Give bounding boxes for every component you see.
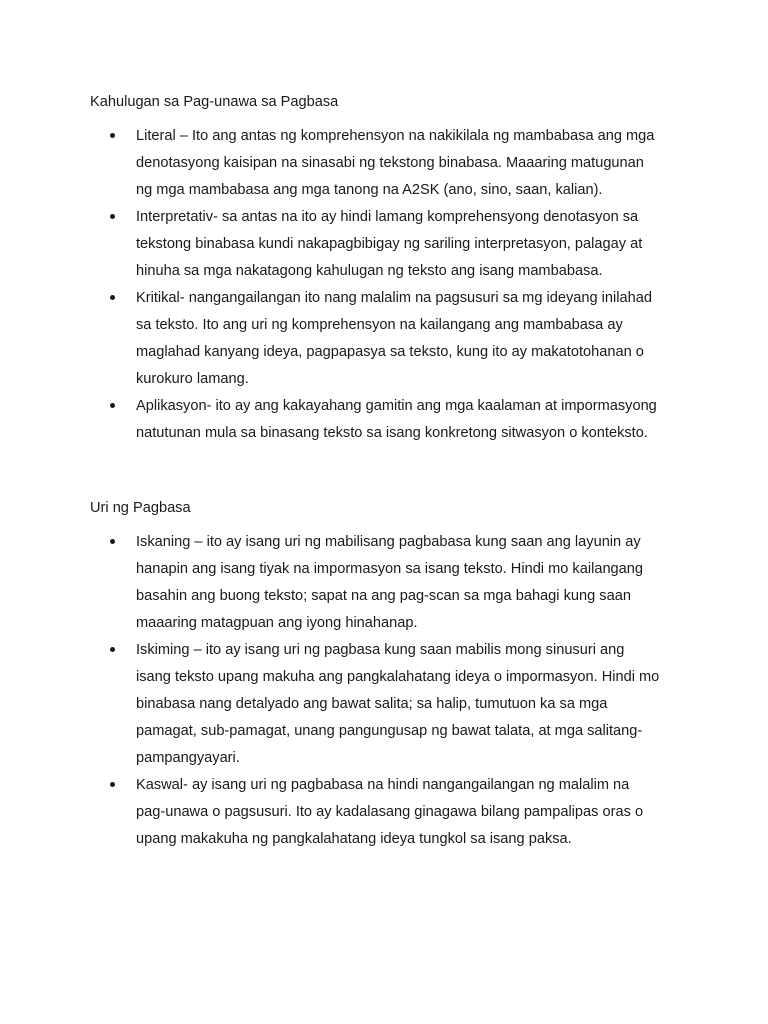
text-line: Iskaning – ito ay isang uri ng mabilisang pagbabasa kung saan ang layunin ay <box>136 534 641 550</box>
bullet-list <box>90 529 690 853</box>
text-line: kurokuro lamang. <box>136 371 249 387</box>
list-item <box>90 204 690 285</box>
bullet-icon <box>110 403 115 408</box>
text-line: pampangyayari. <box>136 750 240 766</box>
text-line: pamagat, sub-pamagat, unang pangungusap ng bawat talata, at mga salitang- <box>136 723 643 739</box>
bullet-list <box>90 123 690 447</box>
text-line: basahin ang buong teksto; sapat na ang pag-scan sa mga bahagi kung saan <box>136 588 631 604</box>
list-item <box>90 772 690 853</box>
text-line: ng mga mambabasa ang mga tanong na A2SK (ano, sino, saan, kalian). <box>136 182 603 198</box>
text-line: hinuha sa mga nakatagong kahulugan ng teksto ang isang mambabasa. <box>136 263 603 279</box>
list-item <box>90 393 690 447</box>
text-line: Interpretativ- sa antas na ito ay hindi lamang komprehensyong denotasyon sa <box>136 209 639 225</box>
bullet-icon <box>110 539 115 544</box>
list-item <box>90 123 690 204</box>
text-line: Kritikal- nangangailangan ito nang malalim na pagsusuri sa mg ideyang inilahad <box>136 290 652 306</box>
list-item <box>90 637 690 772</box>
text-line: tekstong binabasa kundi nakapagbibigay ng sariling interpretasyon, palagay at <box>136 236 643 252</box>
section-kahulugan <box>90 91 690 447</box>
bullet-icon <box>110 295 115 300</box>
text-line: pag-unawa o pagsusuri. Ito ay kadalasang ginagawa bilang pampalipas oras o <box>136 804 644 820</box>
text-line: natutunan mula sa binasang teksto sa isang konkretong sitwasyon o konteksto. <box>136 425 648 441</box>
text-line: Kaswal- ay isang uri ng pagbabasa na hindi nangangailangan ng malalim na <box>136 777 630 793</box>
text-line: maaaring matagpuan ang iyong hinahanap. <box>136 615 418 631</box>
list-item <box>90 529 690 637</box>
bullet-icon <box>110 214 115 219</box>
text-line: hanapin ang isang tiyak na impormasyon sa isang teksto. Hindi mo kailangang <box>136 561 644 577</box>
list-item <box>90 285 690 393</box>
text-line: sa teksto. Ito ang uri ng komprehensyon na kailangang ang mambabasa ay <box>136 317 623 333</box>
bullet-icon <box>110 647 115 652</box>
text-line: maglahad kanyang ideya, pagpapasya sa teksto, kung ito ay makatotohanan o <box>136 344 644 360</box>
text-line: binabasa nang detalyado ang bawat salita; sa halip, tumutuon ka sa mga <box>136 696 608 712</box>
bullet-icon <box>110 782 115 787</box>
text-line: upang makakuha ng pangkalahatang ideya tungkol sa isang paksa. <box>136 831 572 847</box>
bullet-icon <box>110 133 115 138</box>
text-line: isang teksto upang makuha ang pangkalahatang ideya o impormasyon. Hindi mo <box>136 669 660 685</box>
section-heading: Uri ng Pagbasa <box>90 500 191 516</box>
section-uri-ng-pagbasa <box>90 497 690 853</box>
text-line: Aplikasyon- ito ay ang kakayahang gamitin ang mga kaalaman at impormasyong <box>136 398 657 414</box>
text-line: denotasyong kaisipan na sinasabi ng tekstong binabasa. Maaaring matugunan <box>136 155 644 171</box>
section-heading: Kahulugan sa Pag-unawa sa Pagbasa <box>90 94 339 110</box>
text-line: Iskiming – ito ay isang uri ng pagbasa kung saan mabilis mong sinusuri ang <box>136 642 625 658</box>
text-line: Literal – Ito ang antas ng komprehensyon na nakikilala ng mambabasa ang mga <box>136 128 655 144</box>
